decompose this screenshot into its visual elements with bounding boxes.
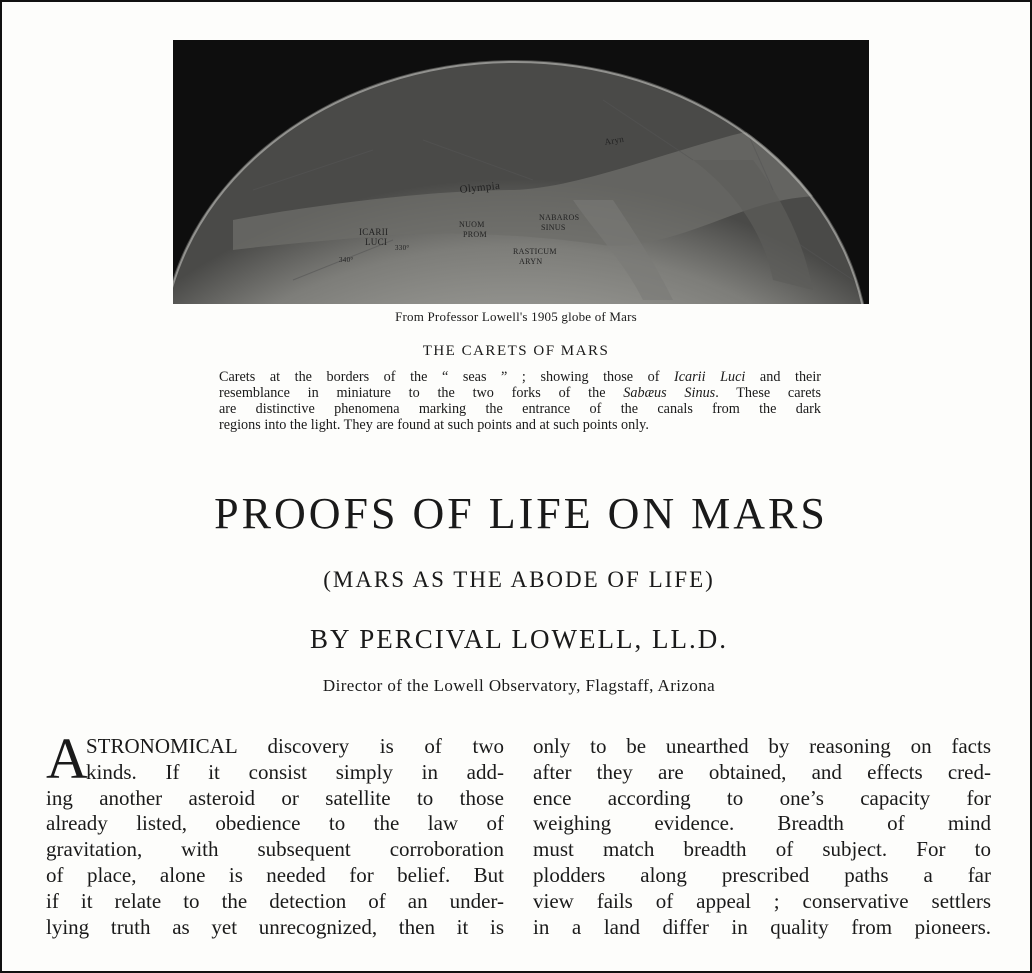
map-label-rasticum: RASTICUM <box>513 247 557 256</box>
map-label-luci: LUCI <box>365 237 388 247</box>
figure-description-line: regions into the light. They are found at such points and at such points only. <box>219 417 649 433</box>
body-line: already listed, obedience to the law of <box>46 811 504 836</box>
body-line: of place, alone is needed for belief. But <box>46 862 504 887</box>
body-line: after they are obtained, and effects cred- <box>533 759 991 784</box>
article-title: PROOFS OF LIFE ON MARS <box>214 489 828 538</box>
figure-description-line: are distinctive phenomena marking the entrance of the canals from the dark <box>219 401 821 417</box>
body-line: gravitation, with subsequent corroboration <box>46 837 504 862</box>
author-affiliation: Director of the Lowell Observatory, Flagstaff, Arizona <box>322 676 716 695</box>
drop-cap: A <box>46 726 88 791</box>
body-line: ence according to one’s capacity for <box>533 785 991 810</box>
map-label-nuom: NUOM <box>459 220 485 229</box>
map-label-aryn: ARYN <box>519 257 543 266</box>
body-line: plodders along prescribed paths a far <box>533 862 991 887</box>
map-label-aryn-upper: Aryn <box>603 133 625 147</box>
body-column-right <box>533 734 991 940</box>
mars-globe-illustration <box>173 40 869 304</box>
figure-title: THE CARETS OF MARS <box>422 343 610 359</box>
body-line: only to be unearthed by reasoning on facts <box>533 734 991 758</box>
figure-description <box>219 369 821 433</box>
photo-caption: From Professor Lowell's 1905 globe of Mars <box>395 309 637 324</box>
map-label-olympia: Olympia <box>459 179 501 196</box>
map-label-330: 330° <box>395 244 410 252</box>
body-line: STRONOMICAL discovery is of two <box>86 734 504 758</box>
map-label-sinus: SINUS <box>541 223 566 232</box>
map-label-icarii: ICARII <box>359 227 389 237</box>
figure-description-line: Carets at the borders of the “ seas ” ; showing those of Icarii Luci and their <box>219 369 821 385</box>
body-line: lying truth as yet unrecognized, then it is <box>46 914 504 939</box>
figure-description-line: resemblance in miniature to the two forks of the Sabæus Sinus. These carets <box>219 385 821 401</box>
body-line: view fails of appeal ; conservative settlers <box>533 888 991 913</box>
map-label-340: 340° <box>339 256 354 264</box>
body-line: if it relate to the detection of an under- <box>46 888 504 913</box>
body-line: in a land differ in quality from pioneers. <box>533 914 991 939</box>
body-line: kinds. If it consist simply in add- <box>86 759 504 784</box>
article-subtitle: (MARS AS THE ABODE OF LIFE) <box>323 567 715 592</box>
map-label-prom: PROM <box>463 230 487 239</box>
map-label-nabaros: NABAROS <box>539 213 580 222</box>
body-line: ing another asteroid or satellite to those <box>46 785 504 810</box>
body-column-left <box>46 726 504 940</box>
body-line: weighing evidence. Breadth of mind <box>533 811 991 836</box>
mars-globe-photo <box>173 40 869 304</box>
body-line: must match breadth of subject. For to <box>533 837 991 862</box>
article-byline: BY PERCIVAL LOWELL, LL.D. <box>310 624 728 654</box>
